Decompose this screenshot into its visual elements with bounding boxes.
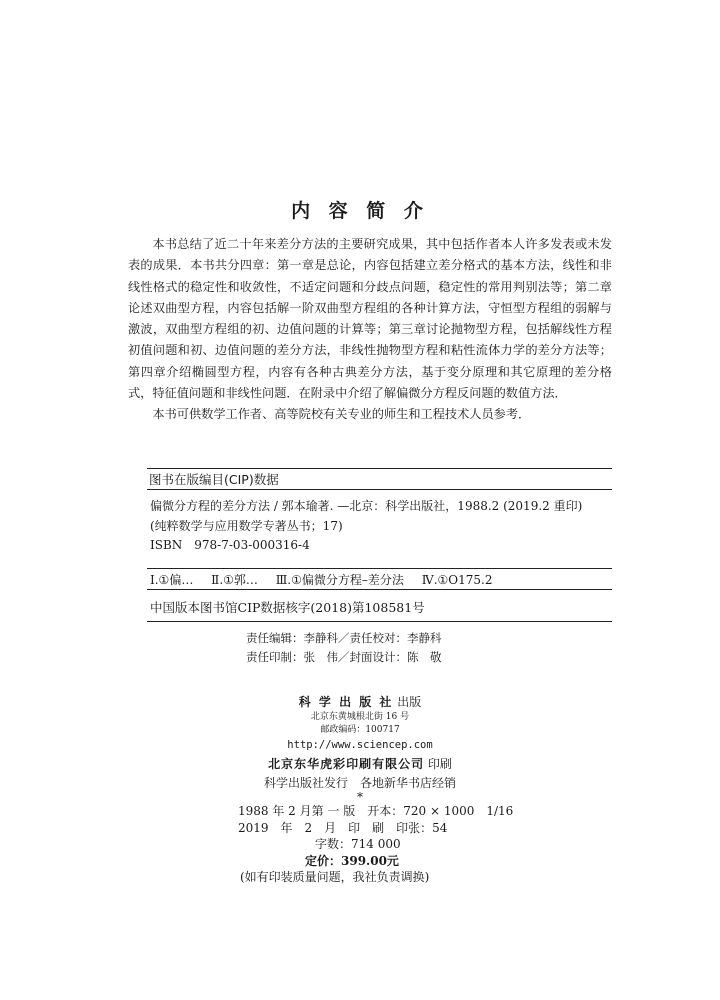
summary-paragraph-2: 本书可供数学工作者、高等院校有关专业的师生和工程技术人员参考． — [152, 407, 531, 422]
cip-classification — [147, 568, 612, 590]
cip-series-line: (纯粹数学与应用数学专著丛书；17) — [150, 518, 343, 533]
cip-title-line: 偏微分方程的差分方法 / 郭本瑜著. —北京：科学出版社，1988.2 (2019.2 重印) — [150, 499, 583, 513]
publisher-name: 科 学 出 版 社 — [298, 695, 394, 709]
distribution-line: 科学出版社发行 各地新华书店经销 — [263, 776, 456, 790]
word-count: 字数：714 000 — [315, 837, 401, 851]
cip-verification: 中国版本图书馆CIP数据核字(2018)第108581号 — [150, 600, 425, 615]
cip-class-2: Ⅱ.①郭… — [211, 573, 258, 587]
cip-bottom-rule — [147, 621, 612, 622]
imprint-block — [238, 803, 513, 886]
publisher-address: 北京东黄城根北街 16 号 — [310, 712, 410, 722]
printer-suffix: 印刷 — [427, 757, 452, 771]
publisher-block — [0, 693, 720, 802]
credits-editor-line: 责任编辑：李静科／责任校对：李静科 — [246, 631, 442, 645]
credits-print-line: 责任印制：张 伟／封面设计：陈 敬 — [246, 650, 442, 664]
publisher-name-suffix: 出版 — [397, 695, 422, 709]
cip-body — [150, 497, 615, 556]
summary-paragraph-1: 本书总结了近二十年来差分方法的主要研究成果，其中包括作者本人许多发表或未发表的成果．本书共分四章：第一章是总论，内容包括建立差分格式的基本方法，线性和非线性格式的稳定性和收敛性，不适定问题和分歧点问题，稳定性的常用判别法等；第二章论述双曲型方程，内容包括解一阶双曲型方程组的各种计算方法，守恒型方程组的弱解与激波，双曲型方程组的初、边值问题的计算等；第三章讨论抛物型方程，包括解线性方程初值问题和初、边值问题的差分方法，非线性抛物型方程和粘性流体力学的差分方法等；第四章介绍椭圆型方程，内容有各种古典差分方法，基于变分原理和其它原理的差分格式，特征值问题和非线性问题．在附录中介绍了解偏微分方程反问题的数值方法． — [128, 237, 612, 401]
cip-class-4: Ⅳ.①O175.2 — [421, 573, 493, 587]
printing-line: 2019 年 2 月 印 刷 印张：54 — [238, 820, 448, 835]
cip-isbn-line: ISBN 978-7-03-000316-4 — [150, 538, 310, 552]
summary-body — [128, 234, 612, 426]
cip-header: 图书在版编目(CIP)数据 — [147, 468, 612, 490]
cip-class-1: Ⅰ.①偏… — [150, 573, 194, 587]
edition-line: 1988 年 2 月第 一 版 开本：720 × 1000 1/16 — [238, 804, 514, 818]
publisher-postcode: 邮政编码：100717 — [320, 725, 400, 735]
credits — [246, 629, 442, 667]
quality-note: (如有印装质量问题，我社负责调换) — [240, 870, 430, 884]
summary-title: 内 容 简 介 — [291, 200, 429, 222]
separator-star: * — [357, 790, 363, 804]
publisher-url: http://www.sciencep.com — [287, 739, 433, 751]
cip-class-3: Ⅲ.①偏微分方程–差分法 — [275, 573, 404, 587]
printer-name: 北京东华虎彩印刷有限公司 — [268, 757, 425, 771]
price: 定价：399.00元 — [305, 853, 399, 868]
